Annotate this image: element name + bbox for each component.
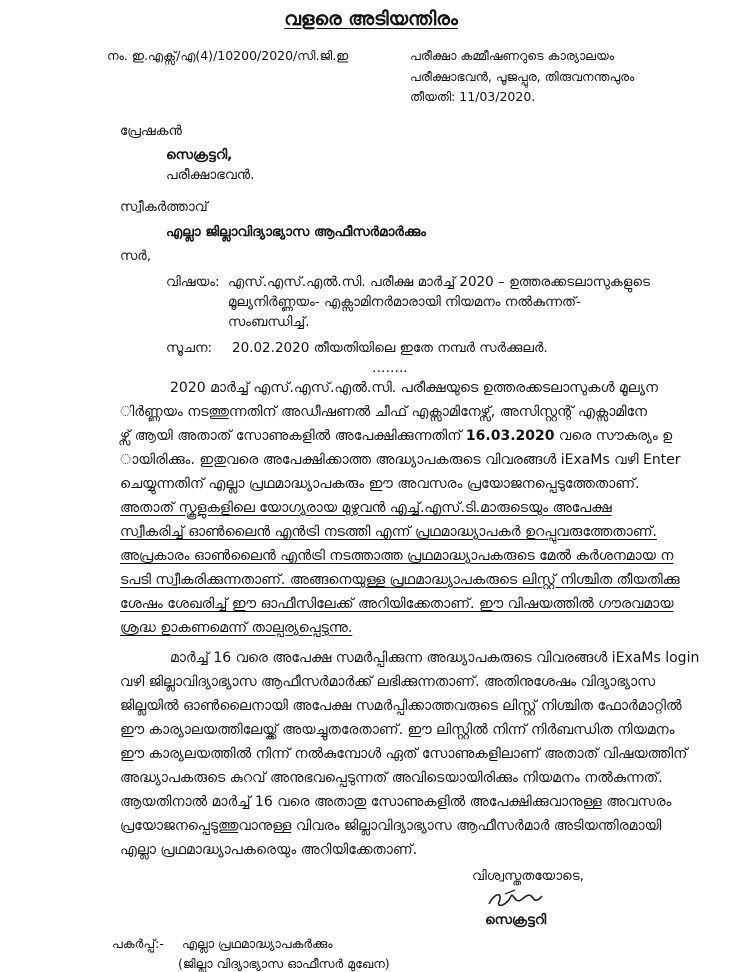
recipient-name: എല്ലാ ജില്ലാവിദ്യാഭ്യാസ ആഫീസർമാർക്കും [166, 224, 426, 240]
subject-line: എസ്.എസ്.എൽ.സി. പരീക്ഷ മാർച്ച് 2020 – ഉത്തരക്കടലാസുകളുടെ [228, 274, 650, 290]
paragraph1-line: ശ്രദ്ധ ഉാകണമെന്ന് താല്പര്യപ്പെടുന്നു. [120, 620, 353, 636]
subject-line: സംബന്ധിച്ച്. [228, 314, 310, 330]
paragraph1-line: ചെയ്യുന്നതിന് എല്ലാ പ്രഥമാദ്ധ്യാപകരും ഈ അവസരം പ്രയോജനപ്പെടുത്തേതാണ്. [120, 476, 640, 492]
copy-line: (ജില്ലാ വിദ്യാഭ്യാസ ഓഫീസർ മുഖേന) [178, 956, 390, 971]
recipient-label: സ്വീകർത്താവ് [120, 199, 208, 215]
paragraph2-line: ജില്ലയിൽ ഓൺലൈനായി അപേക്ഷ സമർപ്പിക്കാത്തവരുടെ ലിസ്റ്റ് നിശ്ചിത ഫോർമാറ്റിൽ [120, 698, 682, 714]
sender-label: പ്രേഷകൻ [120, 123, 182, 139]
paragraph1-line: ിർണ്ണയം നടത്തുന്നതിന് അഡീഷണൽ ചീഫ് എക്സാമിനേഴ്സ്, അസിസ്റ്റന്റ് എക്സാമിനേ [120, 404, 648, 420]
paragraph1-line: ായിരിക്കും. ഇതുവരെ അപേക്ഷിക്കാത്ത അദ്ധ്യാപകരുടെ വിവരങ്ങൾ iExaMs വഴി Enter [120, 452, 681, 468]
paragraph1-text: ഴ്സ് ആയി അതാത് സോണുകളിൽ അപേക്ഷിക്കുന്നതിന് [120, 428, 466, 444]
reference-number: നം. ഇ.എക്സ്/എ(4)/10200/2020/സി.ജി.ഇ [107, 48, 349, 63]
letter-date: തീയതി: 11/03/2020. [410, 89, 536, 104]
sender-name: സെക്രട്ടറി, [166, 147, 233, 163]
copy-line: എല്ലാ പ്രഥമാദ്ധ്യാപകർക്കും [182, 936, 333, 951]
reference-label: സൂചന: [166, 340, 213, 356]
document-title-text: വളരെ അടിയന്തിരം [284, 8, 458, 30]
paragraph2-line: വഴി ജില്ലാവിദ്യാഭ്യാസ ആഫീസർമാർക്ക് ലഭിക്കുന്നതാണ്. അതിനുശേഷം വിദ്യാഭ്യാസ [120, 674, 656, 690]
paragraph2-line: എല്ലാ പ്രഥമാദ്ധ്യാപകരെയും അറിയിക്കേതാണ്. [120, 842, 418, 858]
paragraph2-line: പ്രയോജനപ്പെടുത്തുവാനുള്ള വിവരം ജില്ലാവിദ്യാഭ്യാസ ആഫീസർമാർ അടിയന്തിരമായി [120, 818, 662, 834]
paragraph2-line: അദ്ധ്യാപകരുടെ കുറവ് അനുഭവപ്പെടുന്നത് അവിടെയായിരിക്കും നിയമനം നൽകുന്നത്. [120, 770, 663, 786]
office-address: പരീക്ഷാഭവൻ, പൂജപ്പുര, തിരുവനന്തപുരം [410, 69, 635, 84]
paragraph1-text: വരെ സൗകര്യം ഉ [554, 428, 673, 444]
separator-dots: …….. [372, 360, 408, 376]
paragraph1-line: ശേഷം ശേഖരിച്ച് ഈ ഓഫീസിലേക്ക് അറിയിക്കേതാണ്. ഈ വിഷയത്തിൽ ഗൗരവമായ [120, 596, 674, 612]
salutation: സർ, [120, 248, 152, 264]
deadline-date: 16.03.2020 [465, 428, 555, 444]
subject-line: മൂല്യനിർണ്ണയം- എക്സാമിനർമാരായി നിയമനം നൽകുന്നത്- [228, 294, 581, 310]
sender-place: പരീക്ഷാഭവൻ. [166, 167, 255, 183]
document-title [0, 8, 742, 30]
signature [485, 886, 545, 912]
subject-label: വിഷയം: [166, 274, 220, 290]
reference-text: 20.02.2020 തീയതിയിലെ ഇതേ നമ്പർ സർക്കുലർ. [232, 340, 548, 356]
office-name: പരീക്ഷാ കമ്മീഷണറുടെ കാര്യാലയം [410, 48, 614, 63]
paragraph1-line [120, 428, 672, 444]
signature-scribble [485, 886, 545, 912]
copy-label: പകർപ്പ്:- [112, 936, 164, 951]
paragraph2-line: ആയതിനാൽ മാർച്ച് 16 വരെ അതാതു സോണുകളിൽ അപേക്ഷിക്കുവാനുള്ള അവസരം [120, 794, 672, 810]
paragraph2-line: മാർച്ച് 16 വരെ അപേക്ഷ സമർപ്പിക്കുന്ന അദ്ധ്യാപകരുടെ വിവരങ്ങൾ iExaMs login [170, 650, 700, 666]
paragraph1-line: ടപടി സ്വീകരിക്കുന്നതാണ്. അങ്ങനെയുള്ള പ്രഥമാദ്ധ്യാപകരുടെ ലിസ്റ്റ് നിശ്ചിത തീയതിക്കു [120, 572, 680, 588]
paragraph2-line: ഈ കാര്യലയത്തിൽ നിന്ന് നൽകുമ്പോൾ ഏത് സോണുകളിലാണ് അതാത് വിഷയത്തിന് [120, 746, 688, 762]
paragraph2-line: ഈ കാര്യാലയത്തിലേയ്ക്ക് അയച്ചുതരേതാണ്. ഈ ലിസ്റ്റിൽ നിന്ന് നിർബന്ധിത നിയമനം [120, 722, 675, 738]
paragraph1-line: അപ്രകാരം ഓൺലൈൻ എൻട്രി നടത്താത്ത പ്രഥമാദ്ധ്യാപകരുടെ മേൽ കർശനമായ ന [120, 548, 674, 564]
paragraph1-line: 2020 മാർച്ച് എസ്.എസ്.എൽ.സി. പരീക്ഷയുടെ ഉത്തരക്കടലാസുകൾ മൂല്യന [170, 380, 658, 396]
paragraph1-line: സ്വീകരിച്ച് ഓൺലൈൻ എൻട്രി നടത്തി എന്ന് പ്രഥമാദ്ധ്യാപകർ ഉറപ്പുവരുത്തേതാണ്. [120, 524, 657, 540]
signatory: സെക്രട്ടറി [485, 912, 547, 928]
paragraph1-line: അതാത് സ്കൂളുകളിലെ യോഗ്യരായ മുഴുവൻ എച്ച്.എസ്.ടി.മാരുടെയും അപേക്ഷ [120, 500, 612, 516]
valediction: വിശ്വസ്തതയോടെ, [472, 868, 584, 884]
